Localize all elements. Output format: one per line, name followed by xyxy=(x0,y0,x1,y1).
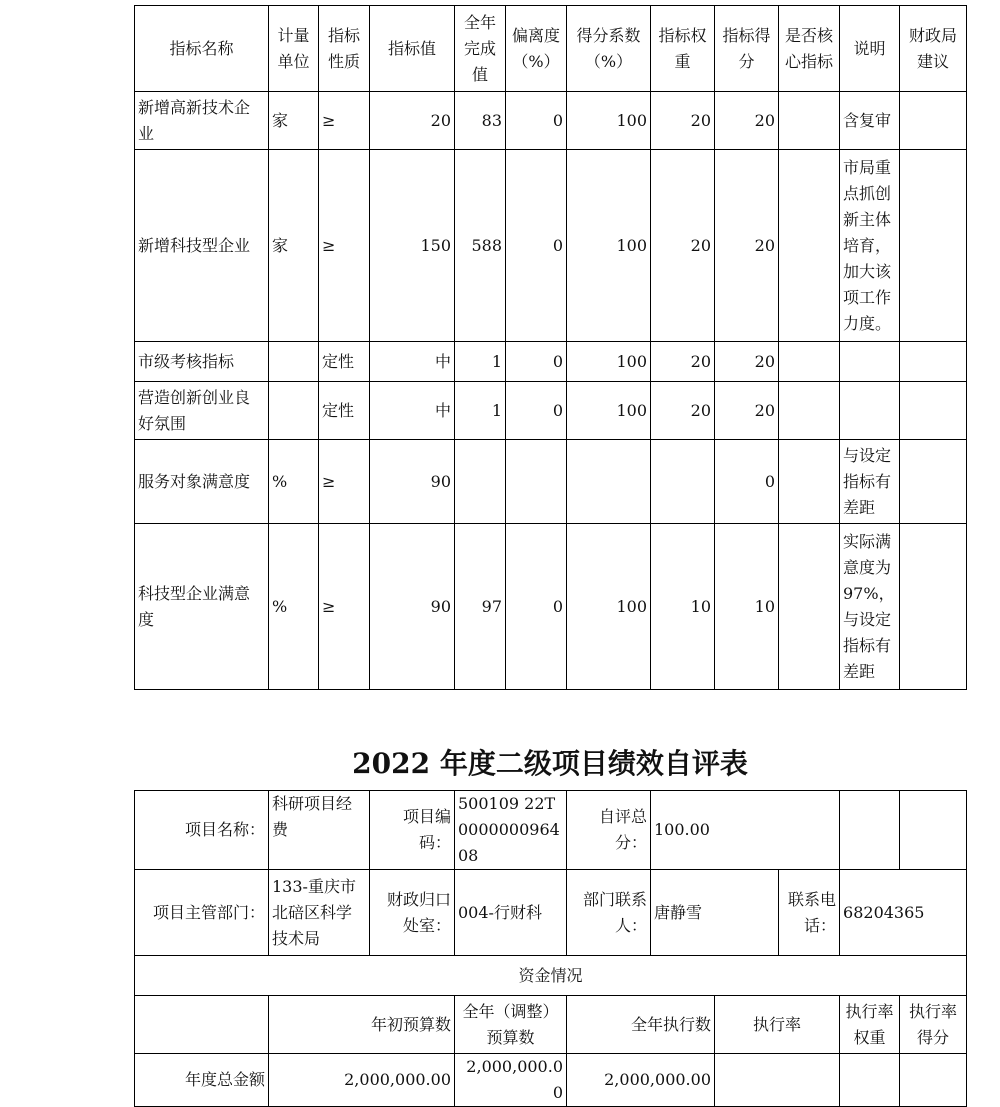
actual-cell: 1 xyxy=(455,382,506,440)
actual-cell: 83 xyxy=(455,92,506,150)
unit-cell xyxy=(269,382,319,440)
funds-total-row xyxy=(135,1054,967,1107)
indicator-table xyxy=(134,5,967,690)
coef-cell xyxy=(567,440,651,524)
header-cell: 是否核心指标 xyxy=(779,6,840,92)
indicator-name: 市级考核指标 xyxy=(135,342,269,382)
total-value xyxy=(900,1054,967,1107)
coef-cell: 100 xyxy=(567,382,651,440)
core-cell xyxy=(779,342,840,382)
coef-cell: 100 xyxy=(567,524,651,690)
phone-label: 联系电话： xyxy=(779,870,840,956)
self-score-value: 100.00 xyxy=(651,791,840,870)
total-value xyxy=(715,1054,840,1107)
empty-cell xyxy=(840,791,900,870)
target-cell: 90 xyxy=(370,440,455,524)
project-info-row xyxy=(135,791,967,870)
indicator-name: 科技型企业满意度 xyxy=(135,524,269,690)
header-cell: 指标名称 xyxy=(135,6,269,92)
advice-cell xyxy=(900,342,967,382)
note-cell: 市局重点抓创新主体培育，加大该项工作力度。 xyxy=(840,150,900,342)
actual-cell: 97 xyxy=(455,524,506,690)
funds-col-header: 执行率 xyxy=(715,996,840,1054)
unit-cell: 家 xyxy=(269,92,319,150)
nature-cell: ≥ xyxy=(319,524,370,690)
header-cell: 得分系数（%） xyxy=(567,6,651,92)
note-cell: 与设定指标有差距 xyxy=(840,440,900,524)
actual-cell: 588 xyxy=(455,150,506,342)
score-cell: 10 xyxy=(715,524,779,690)
table-header-row xyxy=(135,6,967,92)
project-code-label: 项目编码： xyxy=(370,791,455,870)
target-cell: 中 xyxy=(370,342,455,382)
weight-cell: 20 xyxy=(651,92,715,150)
page-title: 2022 年度二级项目绩效自评表 xyxy=(352,747,748,780)
core-cell xyxy=(779,92,840,150)
indicator-name: 新增高新技术企业 xyxy=(135,92,269,150)
unit-cell xyxy=(269,342,319,382)
score-cell: 0 xyxy=(715,440,779,524)
weight-cell: 20 xyxy=(651,150,715,342)
project-name-value: 科研项目经费 xyxy=(269,791,370,870)
unit-cell: % xyxy=(269,440,319,524)
target-cell: 90 xyxy=(370,524,455,690)
actual-cell xyxy=(455,440,506,524)
funds-header: 资金情况 xyxy=(135,956,967,996)
deviation-cell: 0 xyxy=(506,382,567,440)
table-row xyxy=(135,524,967,690)
dept-value: 133-重庆市北碚区科学技术局 xyxy=(269,870,370,956)
header-cell: 计量单位 xyxy=(269,6,319,92)
weight-cell xyxy=(651,440,715,524)
coef-cell: 100 xyxy=(567,92,651,150)
header-cell: 财政局建议 xyxy=(900,6,967,92)
note-cell xyxy=(840,382,900,440)
header-cell: 说明 xyxy=(840,6,900,92)
table-row xyxy=(135,342,967,382)
contact-label: 部门联系人： xyxy=(567,870,651,956)
deviation-cell: 0 xyxy=(506,92,567,150)
empty-cell xyxy=(900,791,967,870)
nature-cell: ≥ xyxy=(319,92,370,150)
deviation-cell: 0 xyxy=(506,342,567,382)
finance-office-label: 财政归口处室： xyxy=(370,870,455,956)
total-label: 年度总金额 xyxy=(135,1054,269,1107)
note-cell: 实际满意度为97%，与设定指标有差距 xyxy=(840,524,900,690)
coef-cell: 100 xyxy=(567,342,651,382)
funds-header-row xyxy=(135,956,967,996)
note-cell: 含复审 xyxy=(840,92,900,150)
indicator-name: 营造创新创业良好氛围 xyxy=(135,382,269,440)
target-cell: 中 xyxy=(370,382,455,440)
total-value: 2,000,000.00 xyxy=(269,1054,455,1107)
table-row xyxy=(135,150,967,342)
nature-cell: ≥ xyxy=(319,440,370,524)
advice-cell xyxy=(900,524,967,690)
funds-columns-row xyxy=(135,996,967,1054)
table-row xyxy=(135,382,967,440)
weight-cell: 20 xyxy=(651,342,715,382)
self-score-label: 自评总分： xyxy=(567,791,651,870)
advice-cell xyxy=(900,440,967,524)
weight-cell: 10 xyxy=(651,524,715,690)
coef-cell: 100 xyxy=(567,150,651,342)
header-cell: 偏离度（%） xyxy=(506,6,567,92)
phone-value: 68204365 xyxy=(840,870,967,956)
deviation-cell: 0 xyxy=(506,150,567,342)
score-cell: 20 xyxy=(715,382,779,440)
dept-info-row xyxy=(135,870,967,956)
actual-cell: 1 xyxy=(455,342,506,382)
advice-cell xyxy=(900,150,967,342)
deviation-cell: 0 xyxy=(506,524,567,690)
indicator-name: 新增科技型企业 xyxy=(135,150,269,342)
project-table xyxy=(134,790,967,1107)
core-cell xyxy=(779,440,840,524)
funds-col-header: 执行率权重 xyxy=(840,996,900,1054)
advice-cell xyxy=(900,382,967,440)
header-cell: 指标权重 xyxy=(651,6,715,92)
total-value: 2,000,000.00 xyxy=(455,1054,567,1107)
score-cell: 20 xyxy=(715,150,779,342)
target-cell: 20 xyxy=(370,92,455,150)
advice-cell xyxy=(900,92,967,150)
funds-col-header: 年初预算数 xyxy=(269,996,455,1054)
funds-col-header: 全年（调整）预算数 xyxy=(455,996,567,1054)
header-cell: 指标值 xyxy=(370,6,455,92)
header-cell: 全年完成值 xyxy=(455,6,506,92)
nature-cell: ≥ xyxy=(319,150,370,342)
header-cell: 指标得分 xyxy=(715,6,779,92)
score-cell: 20 xyxy=(715,92,779,150)
funds-col-header: 执行率得分 xyxy=(900,996,967,1054)
weight-cell: 20 xyxy=(651,382,715,440)
core-cell xyxy=(779,382,840,440)
finance-office-value: 004-行财科 xyxy=(455,870,567,956)
contact-value: 唐静雪 xyxy=(651,870,779,956)
nature-cell: 定性 xyxy=(319,342,370,382)
target-cell: 150 xyxy=(370,150,455,342)
core-cell xyxy=(779,150,840,342)
funds-col-header: 全年执行数 xyxy=(567,996,715,1054)
note-cell xyxy=(840,342,900,382)
unit-cell: 家 xyxy=(269,150,319,342)
total-value xyxy=(840,1054,900,1107)
project-name-label: 项目名称： xyxy=(135,791,269,870)
nature-cell: 定性 xyxy=(319,382,370,440)
table-row xyxy=(135,440,967,524)
header-cell: 指标性质 xyxy=(319,6,370,92)
core-cell xyxy=(779,524,840,690)
empty-cell xyxy=(135,996,269,1054)
score-cell: 20 xyxy=(715,342,779,382)
total-value: 2,000,000.00 xyxy=(567,1054,715,1107)
dept-label: 项目主管部门： xyxy=(135,870,269,956)
project-code-value: 500109 22T000000096408 xyxy=(455,791,567,870)
unit-cell: % xyxy=(269,524,319,690)
indicator-name: 服务对象满意度 xyxy=(135,440,269,524)
table-row xyxy=(135,92,967,150)
deviation-cell xyxy=(506,440,567,524)
